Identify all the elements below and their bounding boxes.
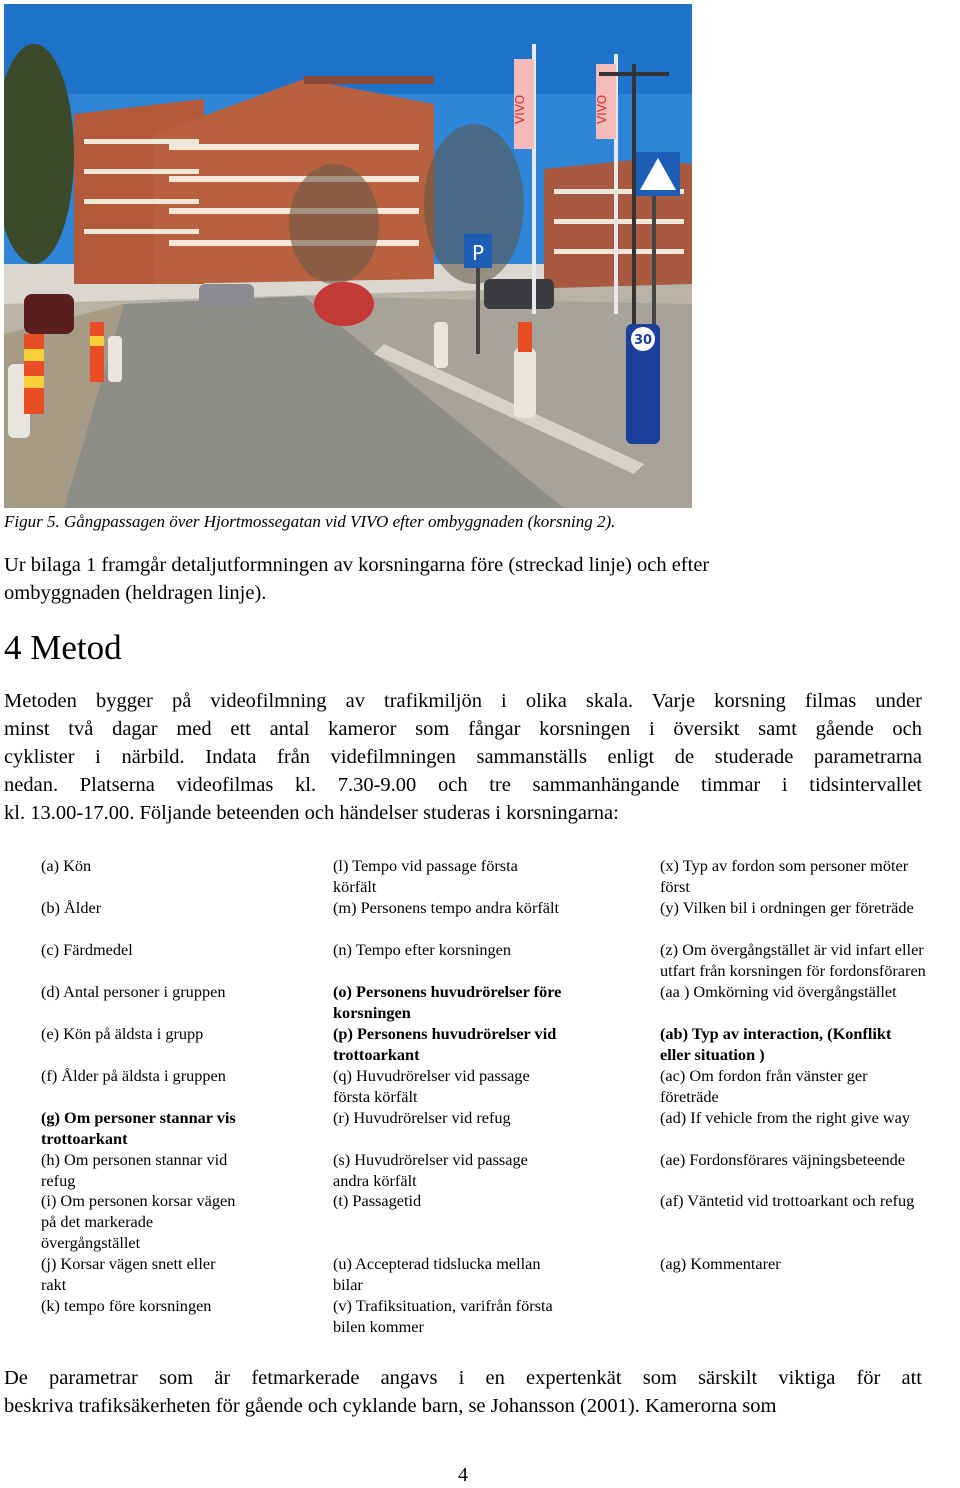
speed-sign-label: 30 (633, 333, 653, 348)
parameter-item (333, 1253, 541, 1295)
method-line: Metoden bygger på videofilmning av trafikmiljön i olika skala. Varje korsning filmas under (4, 690, 922, 712)
parking-sign-label: P (471, 241, 485, 265)
parameter-item (41, 855, 91, 876)
parameter-text: (z) Om övergångstället är vid infart eller (660, 940, 924, 959)
parameter-text: körfält (333, 877, 377, 896)
parameter-text: (p) Personens huvudrörelser vid (333, 1024, 557, 1043)
parameter-text: första körfält (333, 1087, 418, 1106)
parameter-text: (ae) Fordonsförares väjningsbeteende (660, 1150, 906, 1169)
parameter-text: (g) Om personer stannar vis (41, 1108, 236, 1127)
parameter-item (333, 897, 559, 918)
parameter-item (333, 1295, 553, 1337)
parameter-text: först (660, 877, 690, 896)
parameter-text: (b) Ålder (41, 898, 102, 917)
parameter-text: (ab) Typ av interaction, (Konflikt (660, 1024, 892, 1043)
parameter-text: (x) Typ av fordon som personer möter (660, 856, 909, 875)
parameter-text: rakt (41, 1275, 67, 1294)
parameter-text: (q) Huvudrörelser vid passage (333, 1066, 530, 1085)
parameter-text: (v) Trafiksituation, varifrån första (333, 1296, 553, 1315)
parameter-item (660, 1107, 910, 1128)
flag-text: VIVO (513, 94, 527, 124)
closing-line: beskriva trafiksäkerheten för gående och cyklande barn, se Johansson (2001). Kamerorna som (4, 1395, 777, 1417)
closing-line: De parametrar som är fetmarkerade angavs i en expertenkät som särskilt viktiga för att (4, 1367, 922, 1389)
parameter-text: (s) Huvudrörelser vid passage (333, 1150, 528, 1169)
parameter-item (333, 1065, 530, 1107)
parameter-text: (i) Om personen korsar vägen (41, 1191, 236, 1210)
parameter-text: (k) tempo före korsningen (41, 1296, 212, 1315)
parameter-item (660, 981, 897, 1002)
parameter-item (41, 1295, 211, 1316)
parameter-item (41, 981, 225, 1002)
figure-caption: Figur 5. Gångpassagen över Hjortmossegatan vid VIVO efter ombyggnaden (korsning 2). (4, 512, 616, 531)
parameter-item (333, 855, 518, 897)
parameter-text: bilar (333, 1275, 363, 1294)
section-heading: 4 Metod (4, 628, 122, 667)
parameter-item (333, 939, 511, 960)
parameter-item (660, 1065, 868, 1107)
parameter-text: (ac) Om fordon från vänster ger (660, 1066, 868, 1085)
parameter-item (660, 939, 926, 981)
parameter-text: (ag) Kommentarer (660, 1254, 781, 1273)
parameter-item (333, 1023, 556, 1065)
intro-paragraph (4, 551, 922, 607)
parameter-text: (ad) If vehicle from the right give way (660, 1108, 910, 1127)
parameter-item (41, 1253, 216, 1295)
parameter-text: (m) Personens tempo andra körfält (333, 898, 560, 917)
method-line: cyklister i närbild. Indata från videfilmningen sammanställs enligt de studerade parametrarna (4, 746, 922, 768)
parameter-text: (a) Kön (41, 856, 92, 875)
street-photo-drawing (4, 4, 692, 508)
parameter-text: andra körfält (333, 1171, 417, 1190)
parameter-item (660, 1023, 891, 1065)
parameter-text: (c) Färdmedel (41, 940, 133, 959)
page-number: 4 (458, 1464, 468, 1486)
parameter-text: (l) Tempo vid passage första (333, 856, 518, 875)
parameter-text: (t) Passagetid (333, 1191, 422, 1210)
parameter-text: (j) Korsar vägen snett eller (41, 1254, 216, 1273)
street-photo (4, 4, 692, 508)
parameter-item (660, 1253, 781, 1274)
parameter-item (333, 1149, 528, 1191)
parameter-text: (f) Ålder på äldsta i gruppen (41, 1066, 226, 1085)
parameter-item (41, 897, 101, 918)
parameter-item (660, 1190, 914, 1211)
closing-paragraph (4, 1364, 922, 1420)
parameter-text: (af) Väntetid vid trottoarkant och refug (660, 1191, 915, 1210)
parameter-item (41, 1107, 236, 1149)
parameter-text: (o) Personens huvudrörelser före (333, 982, 562, 1001)
parameter-item (41, 1065, 226, 1086)
parameter-text: (d) Antal personer i gruppen (41, 982, 226, 1001)
parameter-text: företräde (660, 1087, 719, 1106)
parameter-text: refug (41, 1171, 76, 1190)
parameter-item (333, 1190, 421, 1211)
parameter-item (41, 1190, 235, 1253)
method-line: kl. 13.00-17.00. Följande beteenden och händelser studeras i korsningarna: (4, 802, 619, 824)
parameter-item (41, 1023, 203, 1044)
parameter-item (660, 1149, 905, 1170)
parameter-text: på det markerade (41, 1212, 154, 1231)
parameter-text: (aa ) Omkörning vid övergångstället (660, 982, 897, 1001)
parameter-item (333, 981, 561, 1023)
parameter-text: (u) Accepterad tidslucka mellan (333, 1254, 541, 1273)
parameter-text: (h) Om personen stannar vid (41, 1150, 228, 1169)
parameter-item (41, 939, 133, 960)
parameter-text: (n) Tempo efter korsningen (333, 940, 512, 959)
flag-text: VIVO (595, 94, 609, 124)
parameter-text: korsningen (333, 1003, 411, 1022)
parameter-text: bilen kommer (333, 1317, 424, 1336)
parameter-text: (y) Vilken bil i ordningen ger företräde (660, 898, 914, 917)
speed-30-sign (626, 324, 660, 444)
intro-line: ombyggnaden (heldragen linje). (4, 582, 267, 604)
parameter-text: trottoarkant (333, 1045, 420, 1064)
intro-line: Ur bilaga 1 framgår detaljutformningen av korsningarna före (streckad linje) och efter (4, 554, 710, 576)
parameter-item (333, 1107, 511, 1128)
parameter-item (41, 1149, 227, 1191)
parameter-text: utfart från korsningen för fordonsföraren (660, 961, 926, 980)
parameter-text: trottoarkant (41, 1129, 128, 1148)
parameter-item (660, 897, 914, 918)
method-paragraph (4, 687, 922, 827)
method-line: nedan. Platserna videofilmas kl. 7.30-9.00 och tre sammanhängande timmar i tidsintervallet (4, 774, 922, 796)
parameter-text: (r) Huvudrörelser vid refug (333, 1108, 511, 1127)
parameter-text: eller situation ) (660, 1045, 765, 1064)
parameter-text: övergångstället (41, 1233, 141, 1252)
parameter-text: (e) Kön på äldsta i grupp (41, 1024, 204, 1043)
method-line: minst två dagar med ett antal kameror som fångar korsningen i översikt samt gående och (4, 718, 922, 740)
parameter-item (660, 855, 908, 897)
